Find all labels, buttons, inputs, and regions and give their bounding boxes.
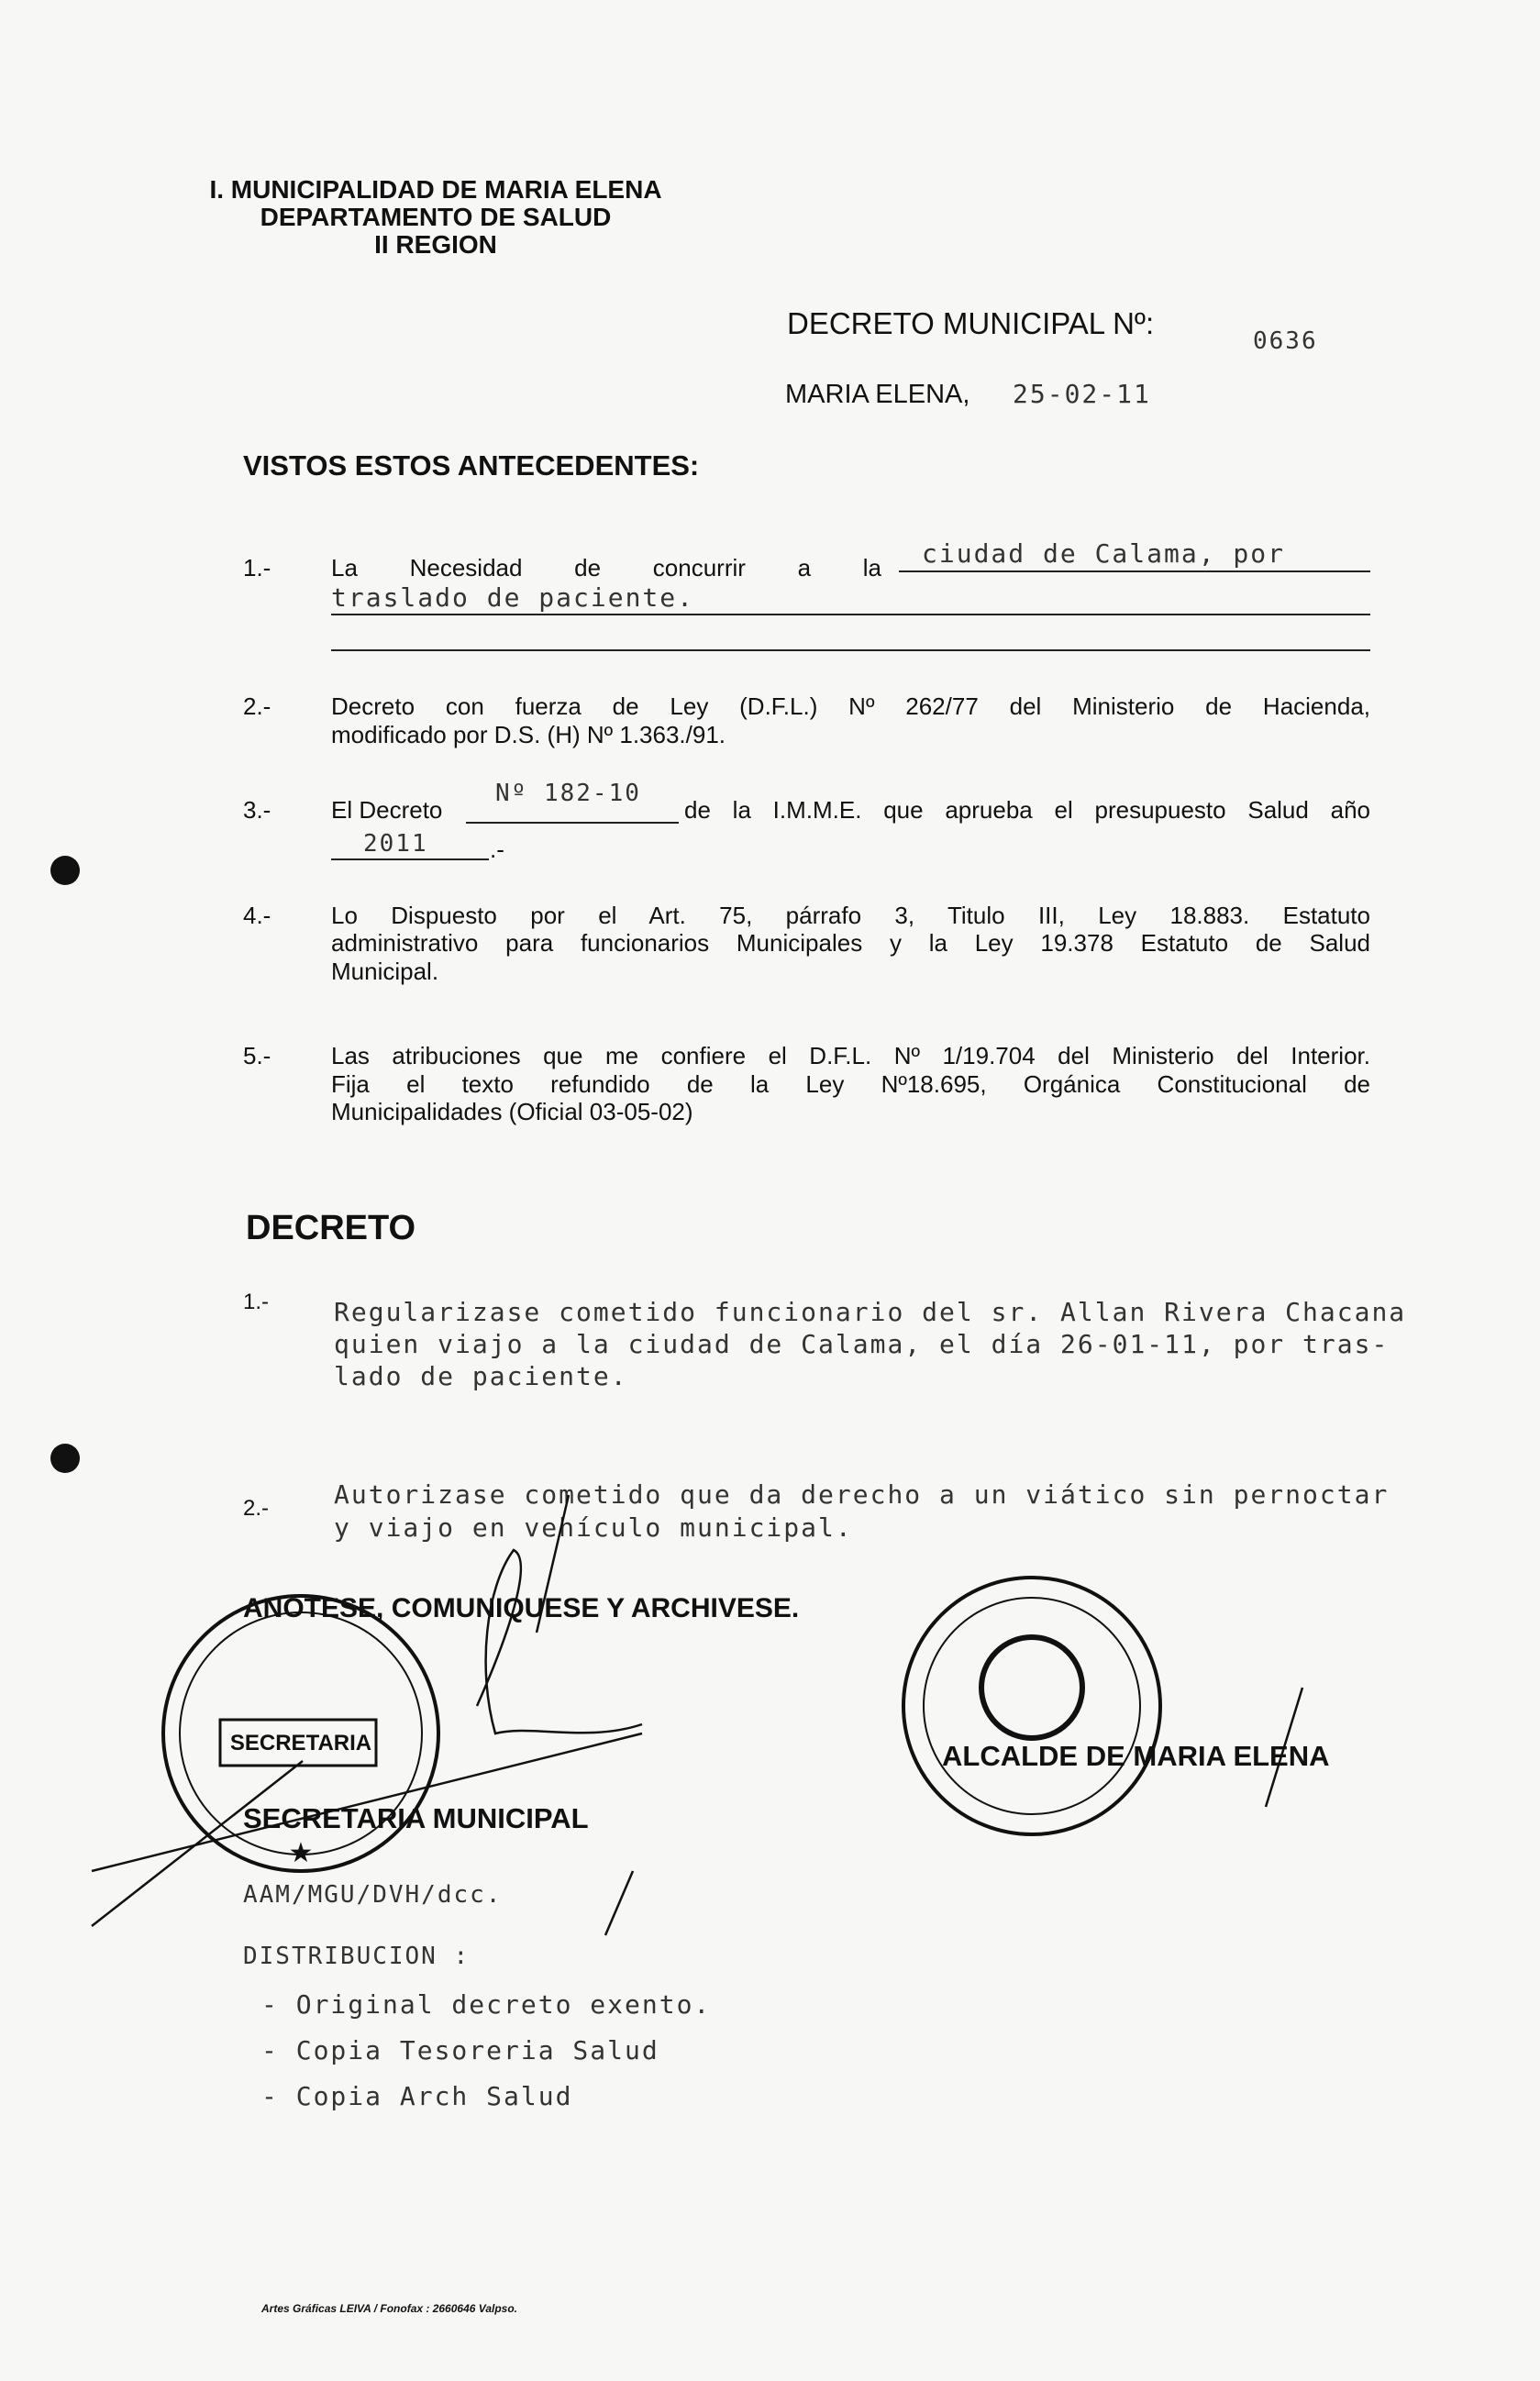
header-region: II REGION <box>374 230 497 259</box>
vistos-text: modificado por D.S. (H) Nº 1.363./91. <box>331 721 726 748</box>
punch-hole <box>50 1444 80 1473</box>
closing-text: ANOTESE, COMUNIQUESE Y ARCHIVESE. <box>243 1593 800 1623</box>
decree-date: 25-02-11 <box>1013 379 1151 409</box>
header-department: DEPARTAMENTO DE SALUD <box>260 203 612 231</box>
header-municipality: I. MUNICIPALIDAD DE MARIA ELENA <box>209 175 662 204</box>
vistos-num: 5.- <box>243 1042 271 1069</box>
decreto-line: y viajo en vehículo municipal. <box>334 1512 853 1543</box>
svg-text:SECRETARIA: SECRETARIA <box>229 1731 372 1755</box>
vistos-title: VISTOS ESTOS ANTECEDENTES: <box>243 449 700 482</box>
vistos-text: .- <box>490 836 504 863</box>
printer-footer: Artes Gráficas LEIVA / Fonofax : 2660646 Valpso. <box>261 2302 517 2315</box>
decreto-title: DECRETO <box>246 1209 416 1247</box>
vistos-text: de la I.M.M.E. que aprueba el presupuesto Salud año <box>684 796 1370 824</box>
vistos-text: La Necesidad de concurrir a la <box>331 554 881 581</box>
punch-hole <box>50 856 80 885</box>
decreto-num: 1.- <box>243 1290 270 1314</box>
vistos-fill: ciudad de Calama, por <box>922 538 1286 569</box>
vistos-num: 2.- <box>243 692 271 720</box>
initials: AAM/MGU/DVH/dcc. <box>243 1881 503 1909</box>
vistos-fill: 2011 <box>363 830 428 858</box>
distribution-item: - Copia Tesoreria Salud <box>261 2035 659 2065</box>
vistos-text: Lo Dispuesto por el Art. 75, párrafo 3, Titulo III, Ley 18.883. Estatuto <box>331 902 1370 929</box>
decree-number-label: DECRETO MUNICIPAL Nº: <box>787 306 1155 340</box>
signature-alcalde: ALCALDE DE MARIA ELENA <box>942 1740 1330 1772</box>
vistos-text: El Decreto <box>331 796 443 824</box>
vistos-text: Municipalidades (Oficial 03-05-02) <box>331 1098 693 1125</box>
vistos-text: Municipal. <box>331 958 439 985</box>
vistos-text: Decreto con fuerza de Ley (D.F.L.) Nº 262/77 del Ministerio de Hacienda, <box>331 692 1370 720</box>
place-label: MARIA ELENA, <box>785 380 970 409</box>
decreto-line: lado de paciente. <box>334 1361 628 1391</box>
distribution-item: - Original decreto exento. <box>261 1989 712 2020</box>
vistos-text: Las atribuciones que me confiere el D.F.L. Nº 1/19.704 del Ministerio del Interior. <box>331 1042 1370 1069</box>
decree-number-value: 0636 <box>1253 327 1318 355</box>
decreto-line: Autorizase cometido que da derecho a un viático sin pernoctar <box>334 1479 1390 1510</box>
alcaldia-stamp <box>903 1578 1160 1834</box>
distribution-item: - Copia Arch Salud <box>261 2081 573 2111</box>
distribution-title: DISTRIBUCION : <box>243 1943 471 1970</box>
vistos-fill: Nº 182-10 <box>495 780 641 807</box>
decreto-line: quien viajo a la ciudad de Calama, el día 26-01-11, por tras- <box>334 1329 1390 1359</box>
vistos-num: 1.- <box>243 554 271 581</box>
svg-text:★: ★ <box>288 1838 314 1868</box>
secretaria-stamp <box>163 1596 438 1871</box>
decreto-num: 2.- <box>243 1496 270 1521</box>
signature-secretaria: SECRETARIA MUNICIPAL <box>243 1802 589 1834</box>
decreto-line: Regularizase cometido funcionario del sr. Allan Rivera Chacana <box>334 1297 1407 1327</box>
vistos-fill: traslado de paciente. <box>331 582 695 613</box>
vistos-text: administrativo para funcionarios Municipales y la Ley 19.378 Estatuto de Salud <box>331 929 1370 957</box>
vistos-num: 4.- <box>243 902 271 929</box>
vistos-text: Fija el texto refundido de la Ley Nº18.695, Orgánica Constitucional de <box>331 1070 1370 1098</box>
vistos-num: 3.- <box>243 796 271 824</box>
